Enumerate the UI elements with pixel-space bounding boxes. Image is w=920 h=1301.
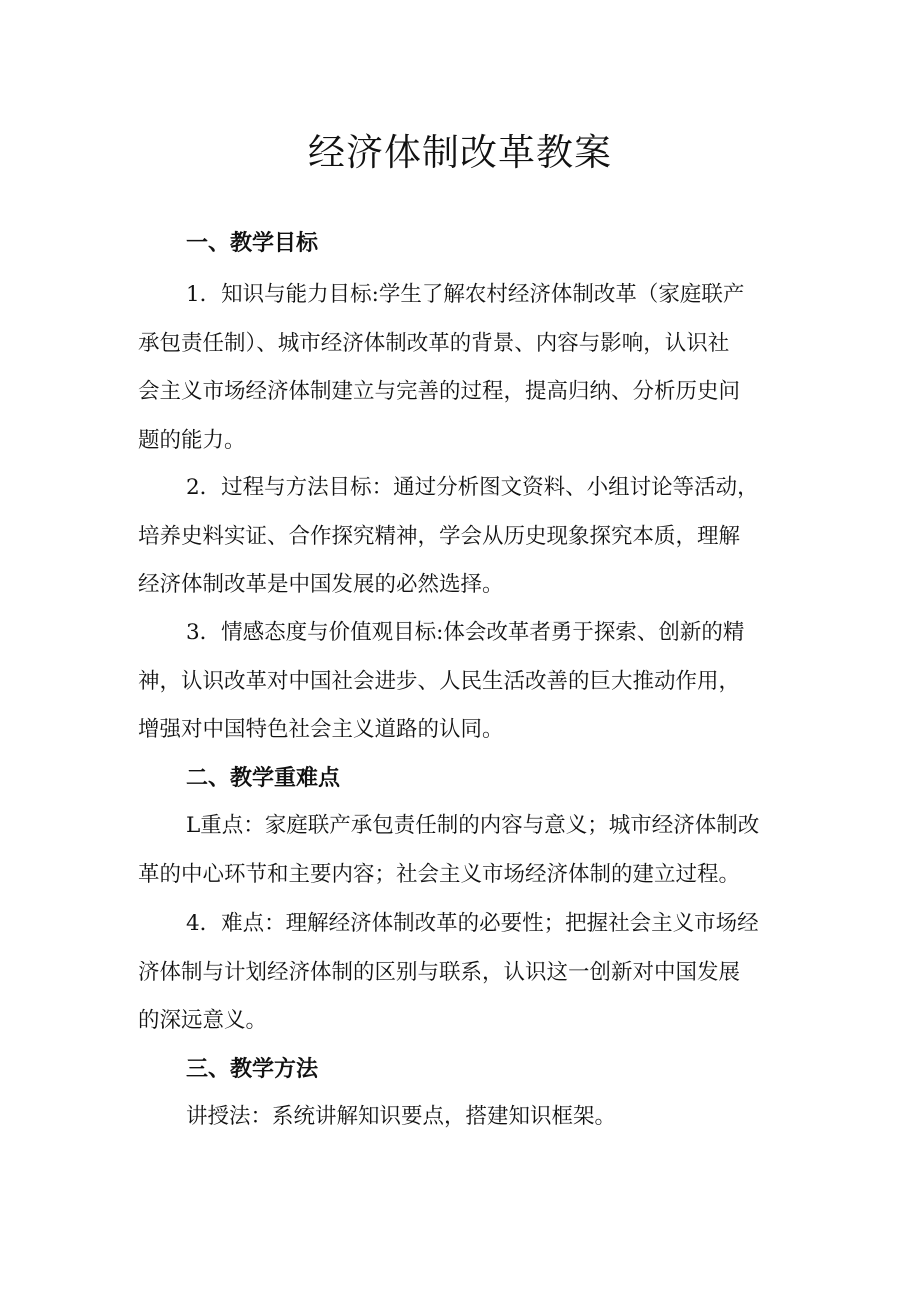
text-line: 的深远意义。 — [138, 1008, 268, 1033]
paragraph-knowledge-objective — [138, 271, 790, 465]
text-line: 1．知识与能力目标:学生了解农村经济体制改革（家庭联产 — [186, 282, 745, 307]
text-line: 2．过程与方法目标：通过分析图文资料、小组讨论等活动， — [186, 475, 759, 500]
paragraph-difficulties — [138, 900, 790, 1046]
text-line: 济体制与计划经济体制的区别与联系，认识这一创新对中国发展 — [138, 959, 741, 985]
paragraph-process-objective — [138, 464, 790, 610]
text-line: 神，认识改革对中国社会进步、人民生活改善的巨大推动作用， — [138, 668, 741, 694]
text-line: 培养史料实证、合作探究精神，学会从历史现象探究本质，理解 — [138, 523, 741, 549]
section-heading-key-points: 二、教学重难点 — [186, 765, 341, 791]
section-heading-methods: 三、教学方法 — [186, 1056, 319, 1082]
text-line: 4．难点：理解经济体制改革的必要性；把握社会主义市场经 — [186, 911, 759, 936]
text-line: 3．情感态度与价值观目标:体会改革者勇于探索、创新的精 — [186, 620, 745, 645]
text-line: 经济体制改革是中国发展的必然选择。 — [138, 572, 504, 597]
section-heading-objectives: 一、教学目标 — [186, 230, 319, 256]
text-line: 增强对中国特色社会主义道路的认同。 — [138, 717, 504, 742]
text-line: 会主义市场经济体制建立与完善的过程，提高归纳、分析历史问 — [138, 379, 741, 404]
text-line: L重点：家庭联产承包责任制的内容与意义；城市经济体制改 — [186, 813, 760, 838]
paragraph-values-objective — [138, 609, 790, 755]
document-title: 经济体制改革教案 — [308, 131, 612, 174]
paragraph-lecture-method — [138, 1093, 790, 1142]
text-line: 讲授法：系统讲解知识要点，搭建知识框架。 — [186, 1104, 617, 1129]
text-line: 革的中心环节和主要内容；社会主义市场经济体制的建立过程。 — [138, 861, 741, 887]
text-line: 承包责任制）、城市经济体制改革的背景、内容与影响，认识社 — [138, 330, 730, 356]
text-line: 题的能力。 — [138, 427, 246, 453]
paragraph-key-points — [138, 802, 790, 899]
